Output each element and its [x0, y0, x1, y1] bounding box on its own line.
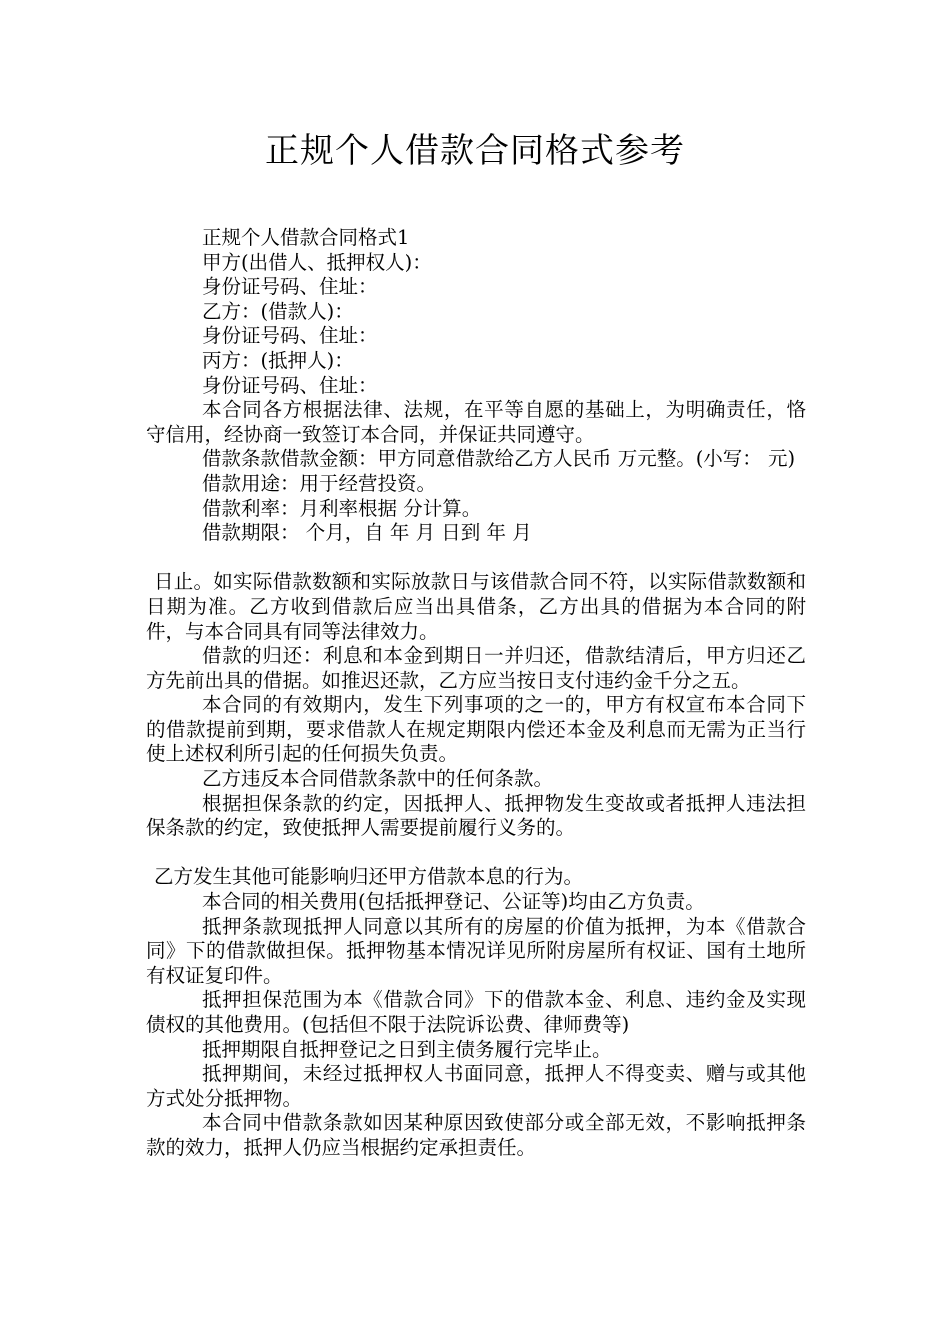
document-title: 正规个人借款合同格式参考 — [265, 131, 685, 171]
paragraph-mortgage-restriction: 抵押期间，未经过抵押权人书面同意，抵押人不得变卖、赠与或其他方式处分抵押物。 — [146, 1062, 806, 1110]
paragraph-party-c: 丙方：(抵押人)： — [202, 348, 354, 372]
document-body — [146, 226, 806, 1161]
paragraph-party-c-id: 身份证号码、住址： — [202, 373, 378, 397]
paragraph-loan-term-end: 日止。如实际借款数额和实际放款日与该借款合同不符，以实际借款数额和日期为准。乙方收到借款后应当出具借条，乙方出具的借据为本合同的附件，与本合同具有同等法律效力。 — [146, 570, 806, 643]
paragraph-contract-heading: 正规个人借款合同格式1 — [202, 226, 410, 249]
paragraph-preamble: 本合同各方根据法律、法规，在平等自愿的基础上，为明确责任，恪守信用，经协商一致签订本合同，并保证共同遵守。 — [146, 398, 806, 446]
paragraph-party-b-id: 身份证号码、住址： — [202, 324, 378, 348]
paragraph-mortgage-period: 抵押期限自抵押登记之日到主债务履行完毕止。 — [202, 1037, 612, 1061]
paragraph-loan-purpose: 借款用途：用于经营投资。 — [202, 471, 437, 495]
paragraph-party-b: 乙方：(借款人)： — [202, 299, 354, 323]
paragraph-loan-interest: 借款利率：月利率根据 分计算。 — [202, 496, 482, 520]
paragraph-repayment: 借款的归还：利息和本金到期日一并归还，借款结清后，甲方归还乙方先前出具的借据。如推迟还款，乙方应当按日支付违约金千分之五。 — [146, 644, 806, 692]
paragraph-other-events: 乙方发生其他可能影响归还甲方借款本息的行为。 — [154, 865, 584, 889]
paragraph-mortgage-terms: 抵押条款现抵押人同意以其所有的房屋的价值为抵押，为本《借款合同》下的借款做担保。抵押物基本情况详见所附房屋所有权证、国有土地所有权证复印件。 — [146, 914, 806, 987]
paragraph-guarantee-event: 根据担保条款的约定，因抵押人、抵押物发生变故或者抵押人违法担保条款的约定，致使抵押人需要提前履行义务的。 — [146, 791, 806, 840]
paragraph-breach: 乙方违反本合同借款条款中的任何条款。 — [202, 767, 554, 791]
paragraph-mortgage-scope: 抵押担保范围为本《借款合同》下的借款本金、利息、违约金及实现债权的其他费用。(包括但不限于法院诉讼费、律师费等) — [146, 988, 806, 1036]
paragraph-early-maturity: 本合同的有效期内，发生下列事项的之一的，甲方有权宣布本合同下的借款提前到期，要求借款人在规定期限内偿还本金及利息而无需为正当行使上述权利所引起的任何损失负责。 — [146, 693, 806, 766]
paragraph-party-a: 甲方(出借人、抵押权人)： — [202, 250, 432, 274]
paragraph-loan-term: 借款期限： 个月，自 年 月 日到 年 月 — [202, 521, 532, 545]
paragraph-loan-amount: 借款条款借款金额：甲方同意借款给乙方人民币 万元整。(小写： 元) — [202, 447, 796, 471]
paragraph-party-a-id: 身份证号码、住址： — [202, 275, 378, 299]
paragraph-severability: 本合同中借款条款如因某种原因致使部分或全部无效，不影响抵押条款的效力，抵押人仍应当根据约定承担责任。 — [146, 1111, 806, 1159]
paragraph-fees: 本合同的相关费用(包括抵押登记、公证等)均由乙方负责。 — [202, 890, 705, 914]
